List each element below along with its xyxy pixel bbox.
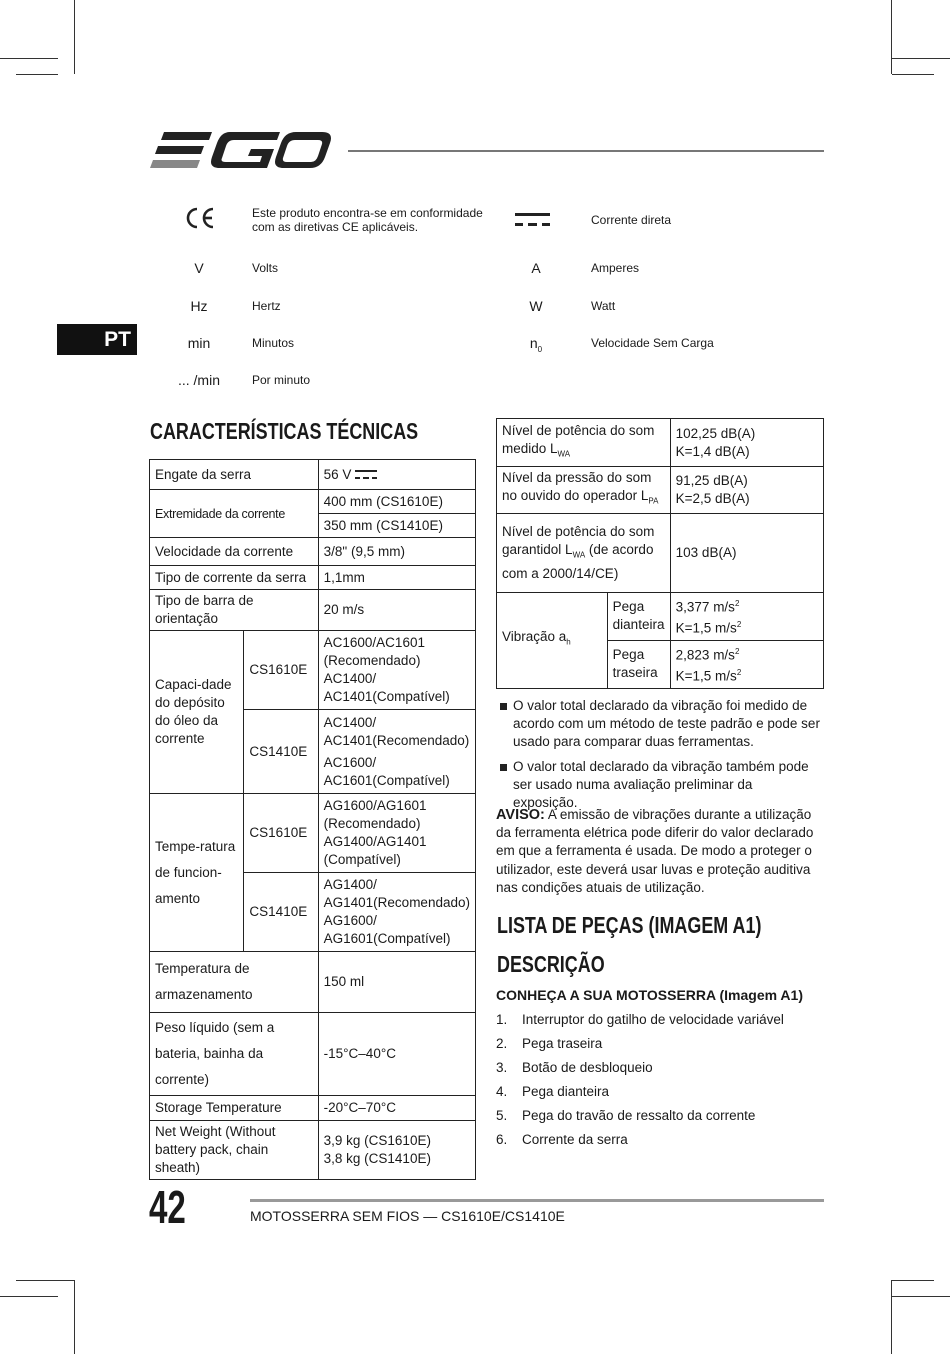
cell-text: 56 V: [323, 466, 352, 482]
table-cell: 350 mm (CS1410E): [318, 514, 475, 538]
know-your-chainsaw-heading: CONHEÇA A SUA MOTOSSERRA (Imagem A1): [496, 987, 803, 1003]
table-cell: Tempe-ratura de funcion-amento: [150, 794, 244, 952]
warning-paragraph: [496, 806, 826, 897]
table-cell: Peso líquido (sem a bateria, bainha da corrente): [150, 1013, 319, 1096]
table-cell: 150 ml: [318, 952, 475, 1013]
parts-list-title: LISTA DE PEÇAS (IMAGEM A1): [497, 912, 762, 938]
table-row: [150, 490, 476, 514]
cell-sup: 2: [736, 620, 742, 630]
direct-current-icon: [515, 211, 551, 229]
parts-list: [496, 1012, 826, 1156]
table-cell: Temperatura de armazenamento: [150, 952, 319, 1013]
table-cell: CS1410E: [244, 873, 318, 952]
crop-mark: [892, 58, 950, 59]
table-cell: AG1400/ AG1401(Recomendado) AG1600/ AG1601(Compatível): [318, 873, 475, 952]
symbol-description: Hertz: [252, 299, 281, 313]
list-number: 4.: [496, 1084, 508, 1099]
ce-mark-icon: [184, 206, 216, 230]
table-row: [497, 467, 824, 514]
cell-sup: 2: [736, 668, 742, 678]
cell-sub: WA: [572, 550, 586, 560]
list-text: Botão de desbloqueio: [522, 1060, 653, 1075]
cell-sup: 2: [734, 598, 740, 608]
crop-mark: [16, 1280, 74, 1281]
table-cell: [318, 1121, 475, 1180]
symbol-no-load-speed: [506, 335, 566, 354]
symbol-volts: V: [194, 260, 204, 276]
table-cell: [497, 467, 671, 514]
cell-text: (de acordo com a 2000/14/CE): [502, 541, 654, 581]
crop-mark: [892, 1296, 950, 1297]
table-cell: CS1410E: [244, 710, 318, 794]
cell-value: 2,823 m/s: [675, 647, 735, 663]
list-text: Interruptor do gatilho de velocidade variável: [522, 1012, 784, 1027]
cell-sub: h: [566, 638, 571, 648]
table-cell: Tipo de corrente da serra: [150, 566, 319, 590]
crop-mark: [0, 1296, 58, 1297]
table-cell: CS1610E: [244, 631, 318, 710]
table-row: [150, 952, 476, 1013]
cell-text: Nível da pressão do som no ouvido do operador L: [502, 470, 652, 503]
cell-text: [676, 616, 818, 638]
list-text: Pega traseira: [522, 1036, 603, 1051]
table-row: [150, 460, 476, 490]
cell-text: Nível de potência do som medido L: [502, 422, 655, 456]
table-cell: Velocidade da corrente: [150, 538, 319, 566]
crop-mark: [74, 0, 75, 74]
table-row: [497, 513, 824, 592]
table-cell: 103 dB(A): [670, 513, 823, 592]
table-cell: Pega dianteira: [607, 592, 670, 640]
table-row: [150, 631, 476, 710]
cell-text: K=1,4 dB(A): [675, 443, 750, 459]
cell-text: 102,25 dB(A): [675, 425, 756, 441]
list-text: Pega do travão de ressalto da corrente: [522, 1108, 756, 1123]
table-cell: 400 mm (CS1610E): [318, 490, 475, 514]
symbol-description: Watt: [591, 299, 616, 313]
table-cell: 3/8" (9,5 mm): [318, 538, 475, 566]
crop-mark: [58, 0, 59, 58]
table-cell: CS1610E: [244, 794, 318, 873]
symbol-description: Corrente direta: [591, 213, 672, 227]
symbol-description: Volts: [252, 261, 279, 275]
table-cell: Pega traseira: [607, 640, 670, 688]
page-number: 42: [149, 1181, 186, 1233]
table-row: [150, 1096, 476, 1121]
symbol-hertz: Hz: [190, 298, 208, 314]
crop-mark: [891, 1280, 892, 1354]
cell-text: 91,25 dB(A): [675, 472, 748, 488]
list-number: 6.: [496, 1132, 508, 1147]
list-item: [496, 1084, 826, 1108]
cell-text: AC1400/ AC1401(Recomendado): [323, 714, 470, 748]
crop-mark: [892, 74, 934, 75]
list-item: [496, 1036, 826, 1060]
table-cell: [497, 592, 608, 688]
list-item: [496, 1012, 826, 1036]
symbol-minutes: min: [187, 335, 211, 351]
table-cell: 20 m/s: [318, 590, 475, 631]
bullet-square-icon: [500, 764, 507, 771]
table-cell: [318, 710, 475, 794]
symbol-text: n: [529, 335, 538, 351]
table-cell: [497, 419, 671, 467]
crop-mark: [0, 58, 58, 59]
table-row: [497, 592, 824, 640]
footer-rule: [250, 1199, 824, 1202]
table-row: [150, 1121, 476, 1180]
table-cell: Capaci-dade do depósito do óleo da corrente: [150, 631, 244, 794]
list-number: 1.: [496, 1012, 508, 1027]
table-cell: [670, 592, 823, 640]
table-row: [150, 538, 476, 566]
table-cell: -20°C–70°C: [318, 1096, 475, 1121]
table-cell: Storage Temperature: [150, 1096, 319, 1121]
cell-sub: PA: [648, 496, 659, 506]
cell-text: K=2,5 dB(A): [675, 490, 750, 506]
list-number: 2.: [496, 1036, 508, 1051]
symbol-amperes: A: [531, 260, 541, 276]
table-cell: [670, 640, 823, 688]
bullet-item: [500, 697, 820, 751]
cell-text: [676, 595, 818, 617]
table-row: [150, 566, 476, 590]
cell-sup: 2: [734, 646, 740, 656]
direct-current-icon: [355, 469, 377, 481]
symbol-description: Velocidade Sem Carga: [591, 336, 714, 350]
table-cell: Tipo de barra de orientação: [150, 590, 319, 631]
symbol-description: Este produto encontra-se em conformidade com as diretivas CE aplicáveis.: [252, 206, 483, 234]
tech-specs-table: [149, 459, 476, 1180]
header-rule: [348, 150, 824, 152]
table-cell: AG1600/AG1601 (Recomendado) AG1400/AG1401 (Compatível): [318, 794, 475, 873]
list-text: Corrente da serra: [522, 1132, 628, 1147]
symbol-per-minute: ... /min: [177, 372, 220, 388]
sound-vibration-table: [496, 418, 824, 689]
cell-sub: WA: [557, 449, 571, 459]
cell-text: AC1600/ AC1601(Compatível): [323, 754, 450, 788]
table-cell: [497, 513, 671, 592]
table-row: [150, 1013, 476, 1096]
table-row: [150, 590, 476, 631]
crop-mark: [74, 1280, 75, 1354]
table-cell: 1,1mm: [318, 566, 475, 590]
bullet-text: O valor total declarado da vibração também pode ser usado numa avaliação preliminar da exposição.: [513, 759, 809, 810]
cell-text: [676, 643, 818, 665]
bullet-text: O valor total declarado da vibração foi medido de acordo com um método de teste padrão e pode ser usado para comparar duas ferramentas.: [513, 698, 820, 749]
table-cell: Extremidade da corrente: [150, 490, 319, 538]
cell-value: K=1,5 m/s: [675, 668, 737, 684]
table-cell: [318, 460, 475, 490]
list-item: [496, 1132, 826, 1156]
table-cell: [670, 419, 823, 467]
cell-value: K=1,5 m/s: [675, 620, 737, 636]
list-number: 3.: [496, 1060, 508, 1075]
symbol-description: Minutos: [252, 336, 295, 350]
symbol-description: Por minuto: [252, 373, 311, 387]
list-item: [496, 1108, 826, 1132]
crop-mark: [891, 0, 892, 74]
cell-text: Vibração a: [502, 629, 567, 645]
symbol-watt: W: [529, 298, 543, 314]
symbol-sub: 0: [537, 344, 543, 354]
table-row: [150, 794, 476, 873]
warning-label: AVISO:: [496, 807, 545, 823]
description-title: DESCRIÇÃO: [497, 951, 605, 977]
bullet-item: [500, 758, 820, 812]
warning-text: A emissão de vibrações durante a utilização da ferramenta elétrica pode diferir do valor declarado em que a ferramenta é usada. De modo a proteger o utilizador, este deverá usar luvas e proteção auditiva nas condições atuais de utilização.: [496, 807, 814, 895]
table-cell: Engate da serra: [150, 460, 319, 490]
crop-mark: [16, 74, 58, 75]
cell-text: 3,8 kg (CS1410E): [323, 1151, 431, 1166]
bullet-square-icon: [500, 703, 507, 710]
tech-specs-title: CARACTERÍSTICAS TÉCNICAS: [150, 418, 419, 444]
table-cell: AC1600/AC1601 (Recomendado) AC1400/ AC1401(Compatível): [318, 631, 475, 710]
cell-text: [676, 664, 818, 686]
cell-text: Nível de potência do som garantidol L: [502, 523, 655, 557]
crop-mark: [892, 1280, 934, 1281]
symbol-description: Amperes: [591, 261, 640, 275]
footer-title: MOTOSSERRA SEM FIOS — CS1610E/CS1410E: [250, 1208, 565, 1224]
list-number: 5.: [496, 1108, 508, 1123]
cell-value: 3,377 m/s: [675, 599, 735, 615]
table-cell: -15°C–40°C: [318, 1013, 475, 1096]
cell-text: 3,9 kg (CS1610E): [323, 1133, 431, 1148]
language-tab: PT: [57, 324, 137, 355]
table-cell: [670, 467, 823, 514]
list-item: [496, 1060, 826, 1084]
table-row: [497, 419, 824, 467]
table-cell: Net Weight (Without battery pack, chain sheath): [150, 1121, 319, 1180]
list-text: Pega dianteira: [522, 1084, 610, 1099]
ego-logo: [150, 130, 332, 172]
